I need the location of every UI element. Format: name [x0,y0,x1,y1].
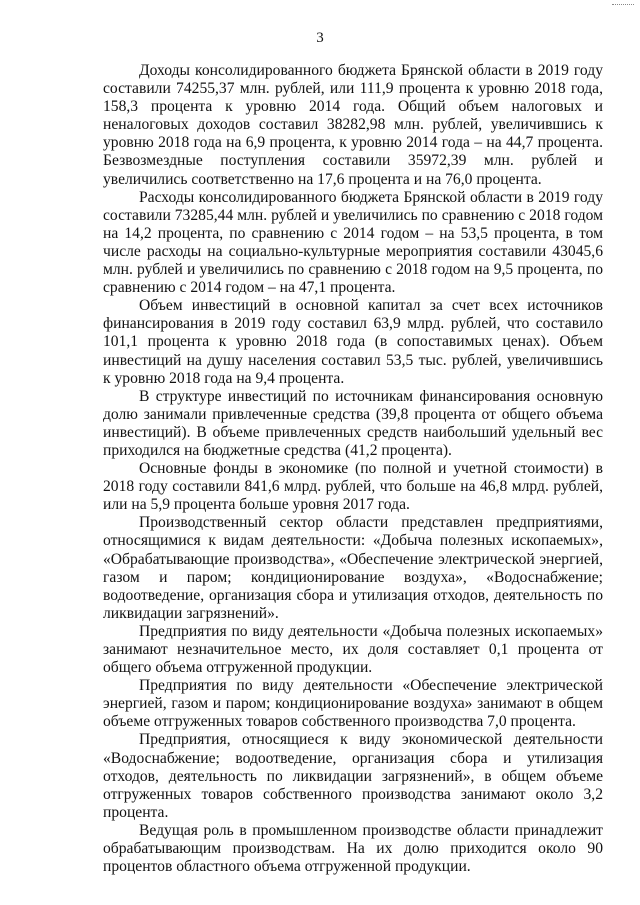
paragraph-mining-enterprises: Предприятия по виду деятельности «Добыча полезных ископаемых» занимают незначительное место, их доля составляет 0,1 процента от общего объема отгруженной продукции. [103,622,603,677]
paragraph-water-supply-enterprises: Предприятия, относящиеся к виду экономической деятельности «Водоснабжение; водоотведение, организация сбора и утилизация отходов, деятельность по ликвидации загрязнений», в общем объеме отгруженных товаров собственного производства занимают около 3,2 процента. [103,731,603,821]
paragraph-investment-structure: В структуре инвестиций по источникам финансирования основную долю занимали привлеченные средства (39,8 процента от общего объема инвестиций). В объеме привлеченных средств наибольший удельный вес приходился на бюджетные средства (41,2 процента). [103,387,603,459]
page-number: 3 [316,30,324,46]
paragraph-production-sector: Производственный сектор области представлен предприятиями, относящимися к видам деятельности: «Добыча полезных ископаемых», «Обрабатывающие производства», «Обеспечение электрической энергией, газом и паром; кондиционирование воздуха», «Водоснабжение; водоотведение, организация сбора и утилизация отходов, деятельность по ликвидации загрязнений». [103,514,603,622]
scan-corner-mark [612,4,634,13]
paragraph-fixed-capital-investment: Объем инвестиций в основной капитал за счет всех источников финансирования в 2019 году составил 63,9 млрд. рублей, что составило 101,1 процента к уровню 2018 года (в сопоставимых ценах). Объем инвестиций на душу населения составил 53,5 тыс. рублей, увеличившись к уровню 2018 года на 9,4 процента. [103,297,603,387]
paragraph-energy-enterprises: Предприятия по виду деятельности «Обеспечение электрической энергией, газом и паром; кондиционирование воздуха» занимают в общем объеме отгруженных товаров собственного производства 7,0 процента. [103,677,603,731]
document-body [103,62,603,876]
paragraph-consolidated-budget-expenses: Расходы консолидированного бюджета Брянской области в 2019 году составили 73285,44 млн. рублей и увеличились по сравнению с 2018 годом на 14,2 процента, по сравнению с 2014 годом – на 53,5 процента, в том числе расходы на социально-культурные мероприятия составили 43045,6 млн. рублей и увеличились по сравнению с 2018 годом на 9,5 процента, по сравнению с 2014 годом – на 47,1 процента. [103,188,603,297]
paragraph-fixed-assets: Основные фонды в экономике (по полной и учетной стоимости) в 2018 году составили 841,6 млрд. рублей, что больше на 46,8 млрд. рублей, или на 5,9 процента больше уровня 2017 года. [103,460,603,514]
paragraph-manufacturing-role: Ведущая роль в промышленном производстве области принадлежит обрабатывающим производствам. На их долю приходится около 90 процентов областного объема отгруженной продукции. [103,821,603,876]
paragraph-consolidated-budget-revenue: Доходы консолидированного бюджета Брянской области в 2019 году составили 74255,37 млн. рублей, или 111,9 процента к уровню 2018 года, 158,3 процента к уровню 2014 года. Общий объем налоговых и неналоговых доходов составил 38282,98 млн. рублей, увеличившись к уровню 2018 года на 6,9 процента, к уровню 2014 года – на 44,7 процента. Безвозмездные поступления составили 35972,39 млн. рублей и увеличились соответственно на 17,6 процента и на 76,0 процента. [103,62,603,188]
